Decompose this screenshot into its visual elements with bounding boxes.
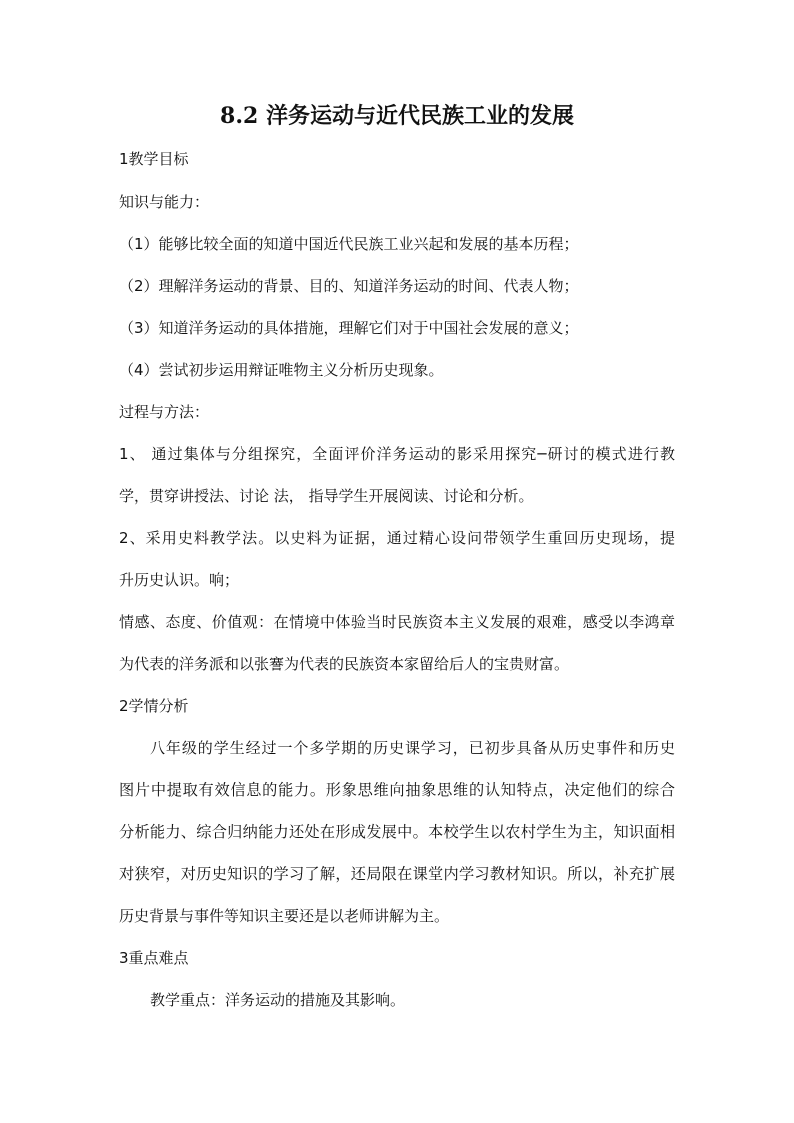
subheading-knowledge-ability: 知识与能力：: [119, 193, 210, 211]
goal-item-4: （4）尝试初步运用辩证唯物主义分析历史现象。: [119, 361, 444, 379]
emotion-values-line-1: 情感、态度、价值观：在情境中体验当时民族资本主义发展的艰难，感受以李鸿章: [119, 613, 675, 631]
goal-item-2: （2）理解洋务运动的背景、目的、知道洋务运动的时间、代表人物；: [119, 277, 579, 295]
student-analysis-line-2: 图片中提取有效信息的能力。形象思维向抽象思维的认知特点，决定他们的综合: [119, 781, 675, 799]
method-item-2-line-1: 2、采用史料教学法。以史料为证据，通过精心设问带领学生重回历史现场，提: [119, 529, 675, 547]
emotion-values-line-2: 为代表的洋务派和以张謇为代表的民族资本家留给后人的宝贵财富。: [119, 655, 570, 673]
method-item-1-line-2: 学，贯穿讲授法、讨论 法， 指导学生开展阅读、讨论和分析。: [119, 487, 534, 505]
goal-item-1: （1）能够比较全面的知道中国近代民族工业兴起和发展的基本历程；: [119, 235, 579, 253]
section-heading-key-difficult-points: 3重点难点: [119, 949, 189, 967]
section-heading-student-analysis: 2学情分析: [119, 697, 189, 715]
method-item-2-line-2: 升历史认识。响；: [119, 571, 240, 589]
teaching-key-point: 教学重点：洋务运动的措施及其影响。: [150, 991, 406, 1009]
document-title: 8.2 洋务运动与近代民族工业的发展: [220, 103, 574, 129]
goal-item-3: （3）知道洋务运动的具体措施，理解它们对于中国社会发展的意义；: [119, 319, 579, 337]
student-analysis-line-1: 八年级的学生经过一个多学期的历史课学习，已初步具备从历史事件和历史: [150, 739, 675, 757]
student-analysis-line-3: 分析能力、综合归纳能力还处在形成发展中。本校学生以农村学生为主，知识面相: [119, 823, 675, 841]
subheading-process-method: 过程与方法：: [119, 403, 210, 421]
student-analysis-line-4: 对狭窄，对历史知识的学习了解，还局限在课堂内学习教材知识。所以，补充扩展: [119, 865, 675, 883]
student-analysis-line-5: 历史背景与事件等知识主要还是以老师讲解为主。: [119, 907, 450, 925]
section-heading-teaching-goals: 1教学目标: [119, 150, 189, 168]
method-item-1-line-1: 1、 通过集体与分组探究，全面评价洋务运动的影采用探究─研讨的模式进行教: [119, 445, 675, 463]
